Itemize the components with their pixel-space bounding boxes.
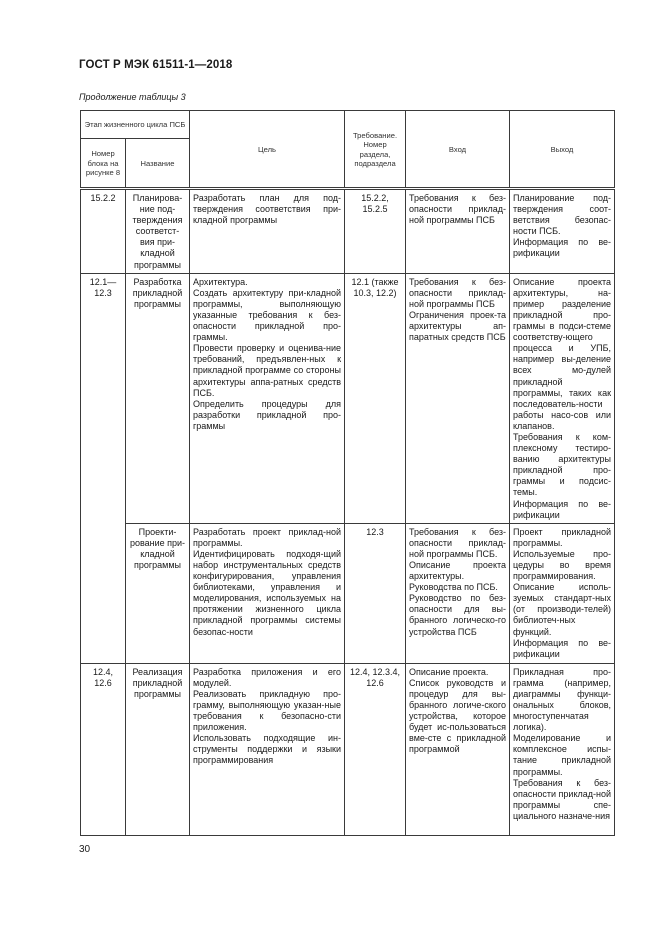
table-row — [81, 663, 615, 835]
cell-goal: Разработать план для под-тверждения соответствия при-кладной программы — [190, 189, 345, 274]
header-input: Вход — [406, 111, 510, 189]
header-goal: Цель — [190, 111, 345, 189]
table-row — [81, 273, 615, 523]
header-output: Выход — [510, 111, 615, 189]
header-name: Название — [126, 139, 190, 189]
cell-name: Планирова-ние под-тверждения соответст-вия при-кладной программы — [126, 189, 190, 274]
cell-input: Описание проекта. Список руководств и процедур для вы-бранного логиче-ского устройства, которое будет ис-пользоваться вме-сте с прикладной программой — [406, 663, 510, 835]
table-caption: Продолжение таблицы 3 — [79, 92, 186, 102]
cell-requirement: 12.3 — [345, 523, 406, 663]
cell-input: Требования к без-опасности приклад-ной программы ПСБ Ограничения проек-та архитектуры ап-паратных средств ПСБ — [406, 273, 510, 523]
document-standard-title: ГОСТ Р МЭК 61511-1—2018 — [79, 59, 233, 71]
cell-requirement: 12.1 (также 10.3, 12.2) — [345, 273, 406, 523]
cell-output: Проект прикладной программы. Используемые про-цедуры во время программирования. Описание исполь-зуемых стандарт-ных (от производи-телей) библиотеч-ных функций. Информация по ве-рификации — [510, 523, 615, 663]
header-requirement: Требование. Номер раздела, подраздела — [345, 111, 406, 189]
cell-name: Разработка прикладной программы — [126, 273, 190, 523]
header-block-number: Номер блока на рисунке 8 — [81, 139, 126, 189]
cell-input: Требования к без-опасности приклад-ной программы ПСБ — [406, 189, 510, 274]
cell-output: Прикладная про-грамма (например, диаграммы функци-ональных блоков, многоступенчатая логика). Моделирование и комплексное испы-тание прикладной программы. Требования к без-опасности приклад-ной программы спе-циального назначе-ния — [510, 663, 615, 835]
cell-output: Планирование под-тверждения соот-ветствия безопас-ности ПСБ. Информация по ве-рификации — [510, 189, 615, 274]
cell-goal: Архитектура. Создать архитектуру при-кладной программы, выполняющую указанные требования к без-опасности прикладной про-граммы. Провести проверку и оценива-ние требований, предъявлен-ных к прикладной программе со стороны архитектуры аппа-ратных средств ПСБ. Определить процедуры для разработки прикладной про-граммы — [190, 273, 345, 523]
page-number: 30 — [79, 844, 91, 855]
cell-requirement: 15.2.2, 15.2.5 — [345, 189, 406, 274]
cell-name: Реализация прикладной программы — [126, 663, 190, 835]
cell-output: Описание проекта архитектуры, на-пример разделение прикладной про-граммы в подси-стеме соответству-ющего процесса и УПБ, например вы-деление всех мо-дулей прикладной программы, таких как последователь-ности работы насо-сов или клапанов. Требования к ком-плексному тестиро-ванию архитектуры прикладной про-граммы и подсис-темы. Информация по ве-рификации — [510, 273, 615, 523]
cell-goal: Разработка приложения и его модулей. Реализовать прикладную про-грамму, выполняющую указан-ные требования к безопасно-сти приложения. Использовать подходящие ин-струменты поддержки и языки программирования — [190, 663, 345, 835]
cell-block: 12.1— 12.3 — [81, 273, 126, 663]
lifecycle-table — [80, 110, 615, 836]
cell-block: 12.4, 12.6 — [81, 663, 126, 835]
cell-requirement: 12.4, 12.3.4, 12.6 — [345, 663, 406, 835]
cell-goal: Разработать проект приклад-ной программы. Идентифицировать подходя-щий набор инструментальных средств конфигурирования, управления библиотеками, управления и моделирования, используемых на протяжении жизненного цикла прикладной программы системы безопас-ности — [190, 523, 345, 663]
table-row — [81, 189, 615, 274]
cell-name: Проекти-рование при-кладной программы — [126, 523, 190, 663]
cell-input: Требования к без-опасности приклад-ной программы ПСБ. Описание проекта архитектуры. Руководства по ПСБ. Руководство по без-опасности для вы-бранного логическо-го устройства ПСБ — [406, 523, 510, 663]
table-row — [81, 523, 615, 663]
header-lifecycle-stage: Этап жизненного цикла ПСБ — [81, 111, 190, 139]
cell-block: 15.2.2 — [81, 189, 126, 274]
